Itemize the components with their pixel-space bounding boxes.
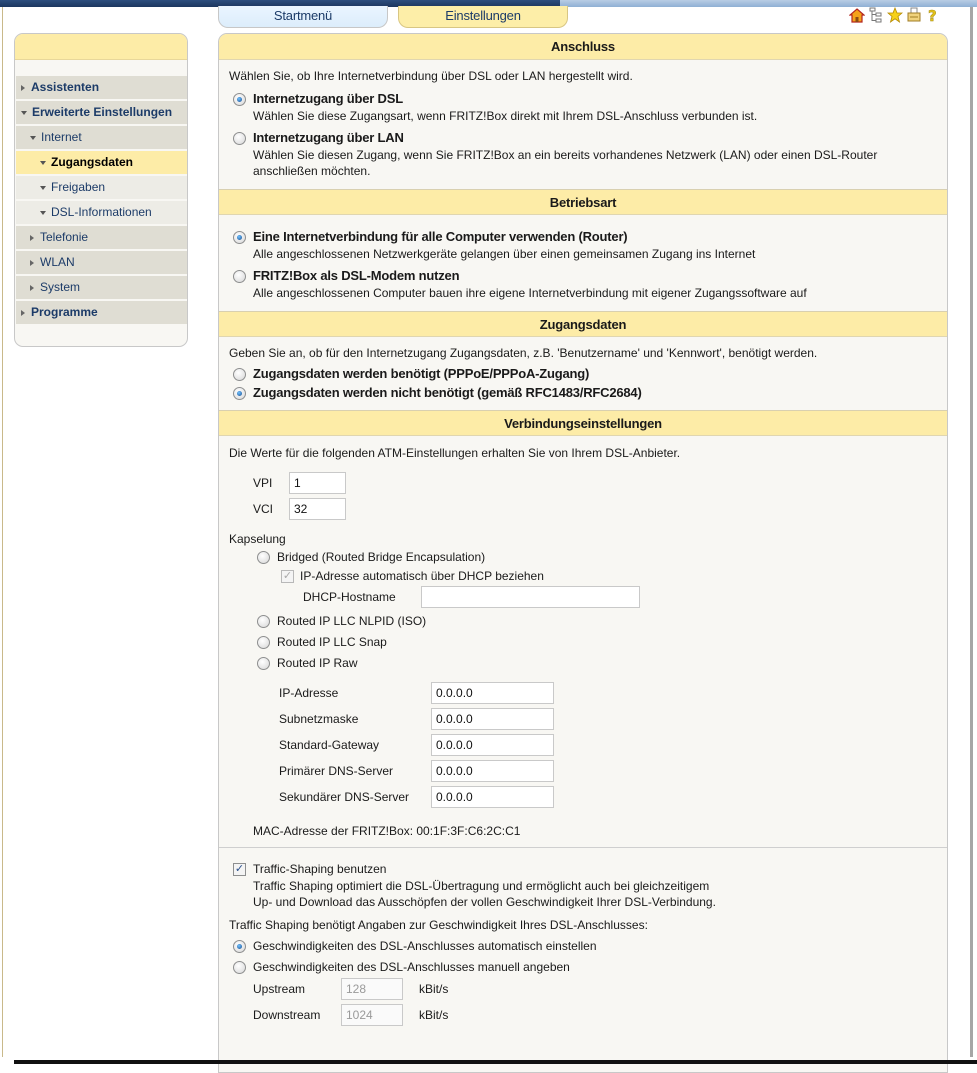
vci-input[interactable] xyxy=(289,498,346,520)
collapsed-arrow-icon xyxy=(21,85,25,91)
option-lan[interactable] xyxy=(233,130,937,179)
radio-bridged[interactable] xyxy=(257,551,270,564)
option-desc: Alle angeschlossenen Netzwerkgeräte gelangen über einen gemeinsamen Zugang ins Internet xyxy=(253,247,756,261)
section-header-verbindung: Verbindungseinstellungen xyxy=(219,410,947,436)
upstream-label: Upstream xyxy=(253,982,306,996)
anschluss-intro: Wählen Sie, ob Ihre Internetverbindung über DSL oder LAN hergestellt wird. xyxy=(229,69,633,83)
traffic-shaping-checkbox[interactable]: ✓ xyxy=(234,862,245,875)
option-desc: Alle angeschlossenen Computer bauen ihre eigene Internetverbindung mit eigener Zugangssoftware auf xyxy=(253,286,807,300)
sidebar-item-telefonie[interactable] xyxy=(16,226,187,249)
scrollbar-edge[interactable] xyxy=(970,7,973,1057)
sidebar-nav xyxy=(16,76,187,326)
sidebar-item-zugangsdaten[interactable] xyxy=(16,151,187,174)
section-betriebsart xyxy=(219,215,947,311)
option-desc: Wählen Sie diese Zugangsart, wenn FRITZ!Box direkt mit Ihrem DSL-Anschluss verbunden ist. xyxy=(253,109,758,123)
option-rfc1483[interactable] xyxy=(233,385,937,400)
tab-einstellungen[interactable]: Einstellungen xyxy=(398,6,568,28)
sidebar-item-label: DSL-Informationen xyxy=(51,205,152,219)
expanded-arrow-icon xyxy=(30,136,36,140)
kapselung-option-label: Routed IP LLC NLPID (ISO) xyxy=(277,614,427,628)
ip-field-label: IP-Adresse xyxy=(279,686,339,700)
option-title: Zugangsdaten werden benötigt (PPPoE/PPPoA-Zugang) xyxy=(253,366,590,381)
sidebar-item-system[interactable] xyxy=(16,276,187,299)
dhcp-hostname-row xyxy=(303,586,937,608)
secondary-dns-input[interactable] xyxy=(431,786,554,808)
home-icon[interactable] xyxy=(848,6,865,24)
ip-fields xyxy=(279,682,937,808)
vpi-input[interactable] xyxy=(289,472,346,494)
traffic-shaping-row[interactable] xyxy=(233,862,937,876)
printer-icon[interactable] xyxy=(905,6,922,24)
kapselung-raw[interactable] xyxy=(257,656,937,670)
dhcp-hostname-label: DHCP-Hostname xyxy=(303,590,396,604)
speed-auto-option[interactable] xyxy=(233,939,937,953)
upstream-unit: kBit/s xyxy=(419,982,449,996)
sidebar-item-internet[interactable] xyxy=(16,126,187,149)
vci-row xyxy=(253,498,937,520)
taskbar-edge xyxy=(14,1060,977,1064)
dhcp-checkbox-label: IP-Adresse automatisch über DHCP beziehen xyxy=(300,569,544,583)
radio-router[interactable] xyxy=(233,231,246,244)
speed-option-label: Geschwindigkeiten des DSL-Anschlusses automatisch einstellen xyxy=(253,939,597,953)
sidebar-item-programme[interactable] xyxy=(16,301,187,324)
option-title: Eine Internetverbindung für alle Computer verwenden (Router) xyxy=(253,229,628,244)
sidebar-item-label: Telefonie xyxy=(40,230,89,244)
sidebar-item-label: Internet xyxy=(41,130,82,144)
radio-speed-auto[interactable] xyxy=(233,940,246,953)
ip-field-row xyxy=(279,786,937,808)
downstream-row xyxy=(253,1004,937,1026)
collapsed-arrow-icon xyxy=(30,235,34,241)
option-title: FRITZ!Box als DSL-Modem nutzen xyxy=(253,268,460,283)
subnet-mask-input[interactable] xyxy=(431,708,554,730)
ip-field-label: Standard-Gateway xyxy=(279,738,380,752)
traffic-shaping-desc: Traffic Shaping optimiert die DSL-Übertragung und ermöglicht auch bei gleichzeitigem Up- und Download das Ausschöpfen der vollen Geschwindigkeit Ihrer DSL-Verbindung. xyxy=(253,879,716,909)
option-title: Zugangsdaten werden nicht benötigt (gemäß RFC1483/RFC2684) xyxy=(253,385,642,400)
option-dsl[interactable] xyxy=(233,91,937,124)
toolbar-icons xyxy=(848,6,941,24)
main-content xyxy=(218,33,948,1073)
radio-snap[interactable] xyxy=(257,636,270,649)
ip-field-row xyxy=(279,760,937,782)
collapsed-arrow-icon xyxy=(21,310,25,316)
sidebar-item-freigaben[interactable] xyxy=(16,176,187,199)
vpi-label: VPI xyxy=(253,476,273,490)
radio-pppoe[interactable] xyxy=(233,368,246,381)
vci-label: VCI xyxy=(253,502,274,516)
sidebar-item-label: Programme xyxy=(31,305,98,319)
option-pppoe[interactable] xyxy=(233,366,937,381)
expanded-arrow-icon xyxy=(21,111,27,115)
primary-dns-input[interactable] xyxy=(431,760,554,782)
radio-raw[interactable] xyxy=(257,657,270,670)
kapselung-snap[interactable] xyxy=(257,635,937,649)
upstream-row xyxy=(253,978,937,1000)
expanded-arrow-icon xyxy=(40,161,46,165)
option-title: Internetzugang über DSL xyxy=(253,91,403,106)
downstream-unit: kBit/s xyxy=(419,1008,449,1022)
section-header-anschluss: Anschluss xyxy=(219,34,947,60)
gateway-input[interactable] xyxy=(431,734,554,756)
verbindung-intro: Die Werte für die folgenden ATM-Einstellungen erhalten Sie von Ihrem DSL-Anbieter. xyxy=(229,446,681,460)
sidebar-item-dsl-informationen[interactable] xyxy=(16,201,187,224)
sidebar-item-label: System xyxy=(40,280,81,294)
kapselung-option-label: Bridged (Routed Bridge Encapsulation) xyxy=(277,550,486,564)
section-header-betriebsart: Betriebsart xyxy=(219,189,947,215)
ip-field-row xyxy=(279,682,937,704)
sidebar-item-erweiterte-einstellungen[interactable] xyxy=(16,101,187,124)
sidebar-item-label: Zugangsdaten xyxy=(51,155,134,169)
section-anschluss xyxy=(219,60,947,189)
collapsed-arrow-icon xyxy=(30,260,34,266)
sidebar-header xyxy=(15,34,187,60)
expanded-arrow-icon xyxy=(40,211,46,215)
sidebar-item-wlan[interactable] xyxy=(16,251,187,274)
option-router[interactable] xyxy=(233,229,937,262)
mac-address: MAC-Adresse der FRITZ!Box: 00:1F:3F:C6:2C:C1 xyxy=(253,824,521,838)
collapsed-arrow-icon xyxy=(30,285,34,291)
expanded-arrow-icon xyxy=(40,186,46,190)
downstream-label: Downstream xyxy=(253,1008,321,1022)
speed-manual-option[interactable] xyxy=(233,960,937,974)
sidebar-item-label: Erweiterte Einstellungen xyxy=(32,105,173,119)
page-left-border xyxy=(2,7,3,1057)
sidebar-item-label: WLAN xyxy=(40,255,75,269)
downstream-input[interactable] xyxy=(341,1004,403,1026)
zugangsdaten-intro: Geben Sie an, ob für den Internetzugang Zugangsdaten, z.B. 'Benutzername' und 'Kennwort', benötigt werden. xyxy=(229,346,818,360)
sidebar xyxy=(14,33,188,347)
radio-lan[interactable] xyxy=(233,132,246,145)
ip-field-row xyxy=(279,734,937,756)
section-verbindung xyxy=(219,436,947,1036)
ip-field-label: Sekundärer DNS-Server xyxy=(279,790,410,804)
ip-field-row xyxy=(279,708,937,730)
option-title: Internetzugang über LAN xyxy=(253,130,404,145)
radio-modem[interactable] xyxy=(233,270,246,283)
kapselung-bridged[interactable] xyxy=(257,550,937,564)
tab-startmenu[interactable]: Startmenü xyxy=(218,6,388,28)
option-desc: Wählen Sie diesen Zugang, wenn Sie FRITZ!Box an ein bereits vorhandenes Netzwerk (LAN) oder einen DSL-Router anschließen möchten. xyxy=(253,148,878,178)
option-modem[interactable] xyxy=(233,268,937,301)
speed-option-label: Geschwindigkeiten des DSL-Anschlusses manuell angeben xyxy=(253,960,570,974)
section-zugangsdaten xyxy=(219,337,947,410)
traffic-speed-intro: Traffic Shaping benötigt Angaben zur Geschwindigkeit Ihres DSL-Anschlusses: xyxy=(229,918,648,932)
ip-field-label: Primärer DNS-Server xyxy=(279,764,394,778)
dhcp-checkbox-row[interactable] xyxy=(281,569,937,583)
upstream-input[interactable] xyxy=(341,978,403,1000)
ip-field-label: Subnetzmaske xyxy=(279,712,359,726)
sidebar-item-label: Assistenten xyxy=(31,80,100,94)
section-header-zugangsdaten: Zugangsdaten xyxy=(219,311,947,337)
help-icon[interactable] xyxy=(924,6,941,24)
kapselung-option-label: Routed IP LLC Snap xyxy=(277,635,387,649)
sidebar-item-assistenten[interactable] xyxy=(16,76,187,99)
radio-dsl[interactable] xyxy=(233,93,246,106)
star-icon[interactable] xyxy=(886,6,903,24)
ip-address-input[interactable] xyxy=(431,682,554,704)
kapselung-label: Kapselung xyxy=(229,532,286,546)
vpi-row xyxy=(253,472,937,494)
radio-speed-manual[interactable] xyxy=(233,961,246,974)
kapselung-nlpid[interactable] xyxy=(257,614,937,628)
dhcp-hostname-input[interactable] xyxy=(421,586,640,608)
svg-text:?: ? xyxy=(927,7,937,23)
sidebar-item-label: Freigaben xyxy=(51,180,106,194)
radio-nlpid[interactable] xyxy=(257,615,270,628)
kapselung-option-label: Routed IP Raw xyxy=(277,656,358,670)
traffic-shaping-label: Traffic-Shaping benutzen xyxy=(253,862,387,876)
sitemap-icon[interactable] xyxy=(867,6,884,24)
dhcp-checkbox[interactable]: ✓ xyxy=(282,569,293,582)
radio-rfc1483[interactable] xyxy=(233,387,246,400)
divider xyxy=(219,847,947,848)
